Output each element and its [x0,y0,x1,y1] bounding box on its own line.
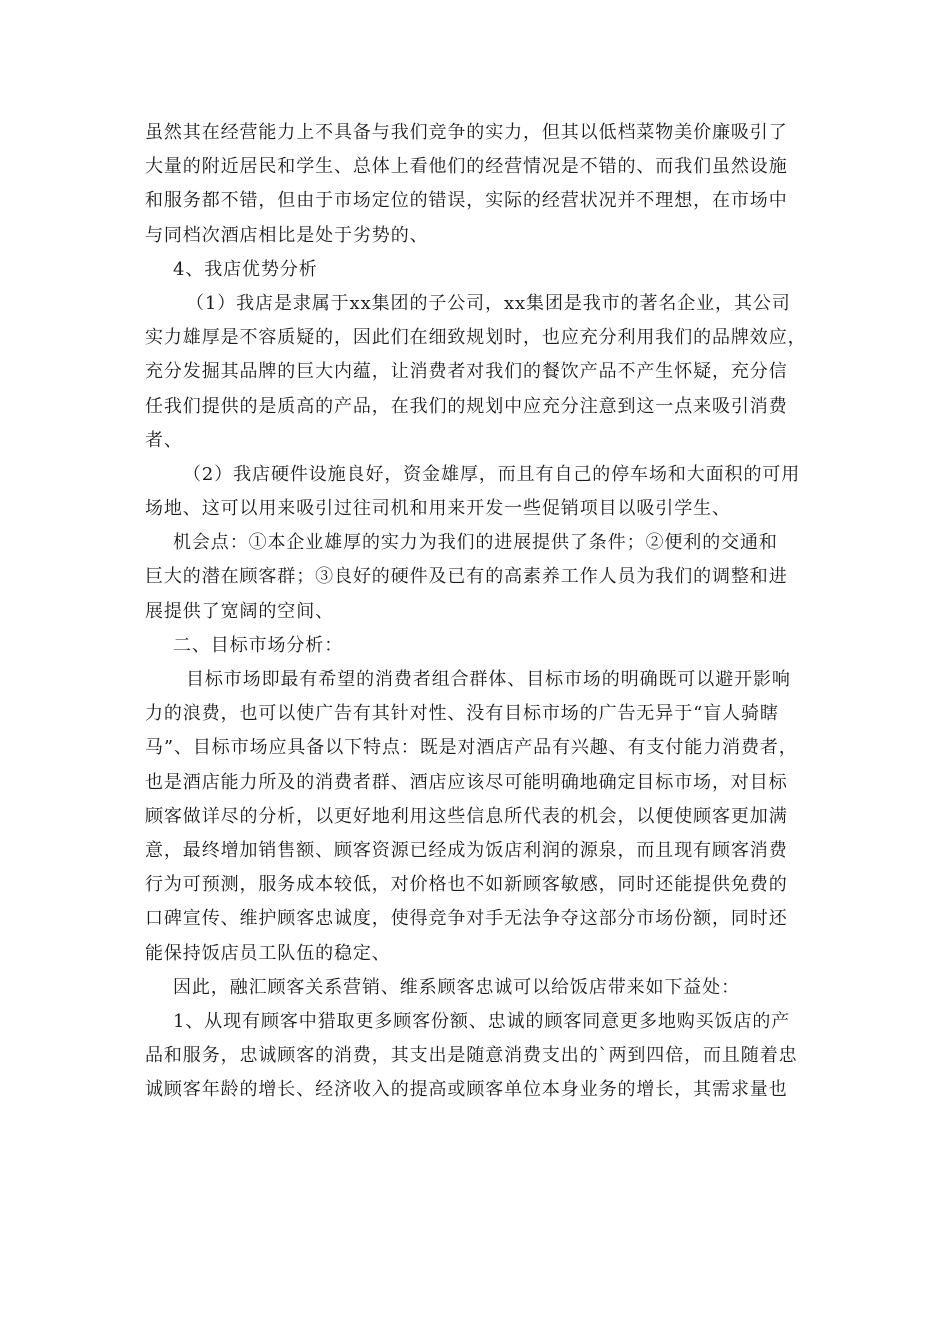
text-line: 意，最终增加销售额、顾客资源已经成为饭店利润的源泉，而且现有顾客消费 [145,839,788,861]
text-line: 口碑宣传、维护顾客忠诚度，使得竞争对手无法争夺这部分市场份额，同时还 [145,908,788,930]
text-line: 巨大的潜在顾客群；③良好的硬件及已有的高素养工作人员为我们的调整和进 [145,566,788,588]
text-line: 诚顾客年龄的增长、经济收入的提高或顾客单位本身业务的增长，其需求量也 [145,1079,788,1101]
text-line: 场地、这可以用来吸引过往司机和用来开发一些促销项目以吸引学生、 [145,498,731,520]
text-line: 虽然其在经营能力上不具备与我们竞争的实力，但其以低档菜物美价廉吸引了 [145,122,788,143]
text-line: 1、从现有顾客中猎取更多顾客份额、忠诚的顾客同意更多地购买饭店的产 [173,1010,791,1032]
text-line: 大量的附近居民和学生、总体上看他们的经营情况是不错的、而我们虽然设施 [145,156,788,178]
text-line: 目标市场即最有希望的消费者组合群体、目标市场的明确既可以避开影响 [186,669,791,690]
text-line: 行为可预测，服务成本较低，对价格也不如新顾客敏感，同时还能提供免费的 [145,874,788,896]
text-line: 马”、目标市场应具备以下特点：既是对酒店产品有兴趣、有支付能力消费者， [145,737,798,759]
text-line: 展提供了宽阔的空间、 [145,600,334,622]
text-line: 也是酒店能力所及的消费者群、酒店应该尽可能明确地确定目标市场，对目标 [145,771,788,793]
text-line: （1）我店是隶属于xx集团的子公司，xx集团是我市的著名企业，其公司 [186,292,791,314]
text-line: 力的浪费，也可以使广告有其针对性、没有目标市场的广告无异于“盲人骑瞎 [145,703,779,725]
text-line: 品和服务，忠诚顾客的消费，其支出是随意消费支出的`两到四倍，而且随着忠 [145,1045,798,1067]
text-line: 二、目标市场分析： [173,634,344,656]
text-line: 顾客做详尽的分析，以更好地利用这些信息所代表的机会，以便使顾客更加满 [145,805,788,827]
text-line: 者、 [145,429,183,451]
text-line: 因此，融汇顾客关系营销、维系顾客忠诚可以给饭店带来如下益处： [173,976,740,998]
document-body [145,116,810,1107]
text-line: （2）我店硬件设施良好，资金雄厚，而且有自己的停车场和大面积的可用 [183,463,801,485]
text-line: 机会点：①本企业雄厚的实力为我们的进展提供了条件；②便利的交通和 [173,532,778,554]
text-line: 充分发掘其品牌的巨大内蕴，让消费者对我们的餐饮产品不产生怀疑，充分信 [145,361,788,383]
text-line: 和服务都不错，但由于市场定位的错误，实际的经营状况并不理想，在市场中 [145,190,788,212]
text-line: 实力雄厚是不容质疑的，因此们在细致规划时，也应充分利用我们的品牌效应， [145,327,807,349]
text-line: 能保持饭店员工队伍的稳定、 [145,942,391,964]
text-line: 与同档次酒店相比是处于劣势的、 [145,224,429,246]
text-line: 任我们提供的是质高的产品，在我们的规划中应充分注意到这一点来吸引消费 [145,395,788,417]
text-line: 4、我店优势分析 [173,258,318,280]
